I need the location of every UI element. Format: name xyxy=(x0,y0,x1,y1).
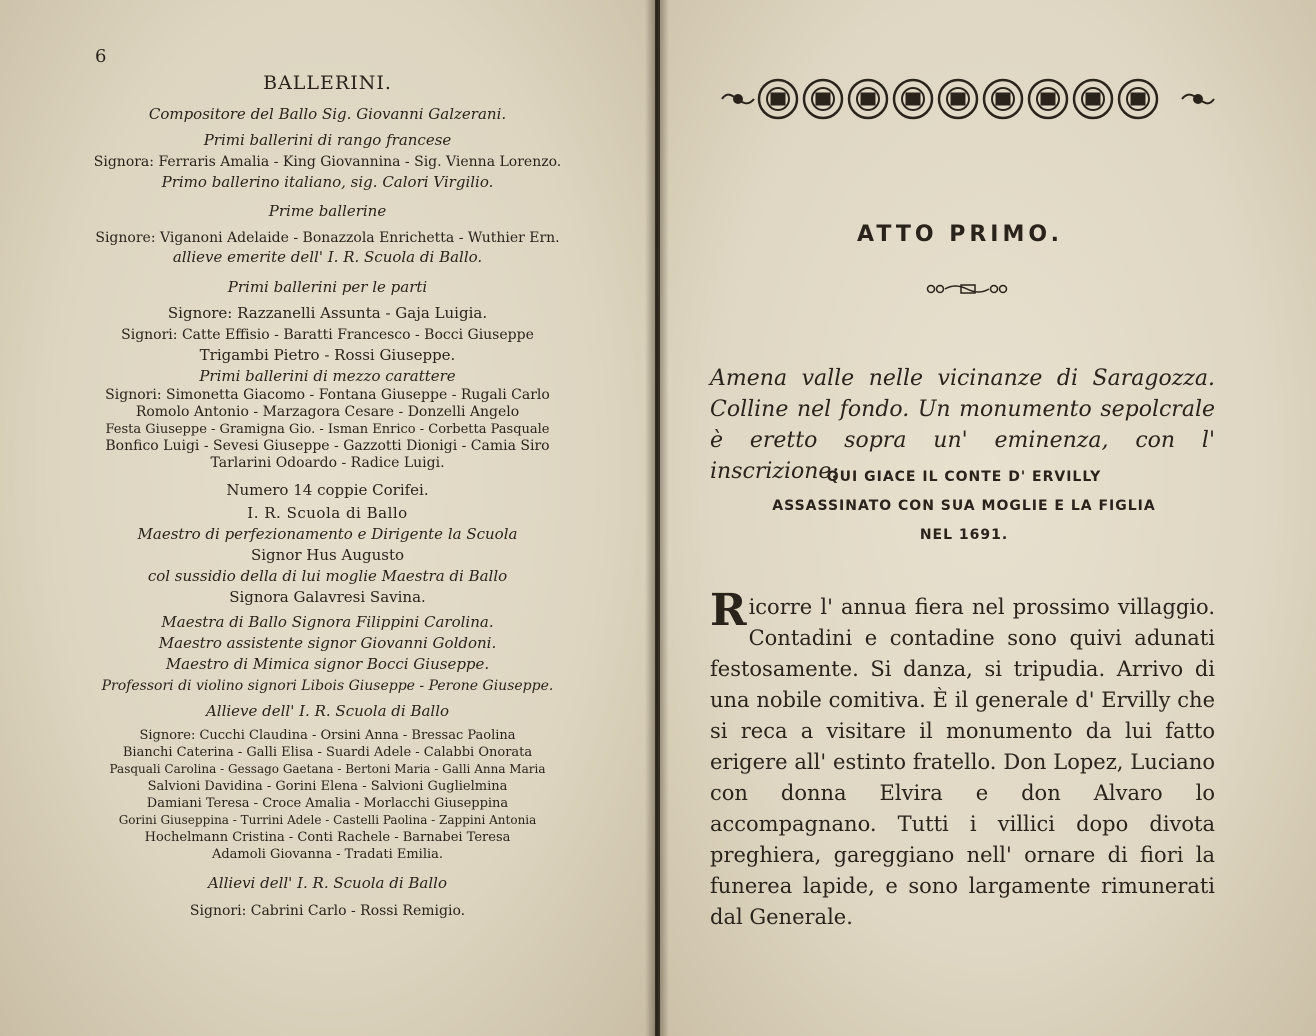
cast-line: Bonfico Luigi - Sevesi Giuseppe - Gazzotti Dionigi - Camia Siro xyxy=(105,438,550,454)
cast-line: Bianchi Caterina - Galli Elisa - Suardi Adele - Calabbi Onorata xyxy=(122,745,533,760)
cast-line: Signore: Razzanelli Assunta - Gaja Luigia. xyxy=(167,304,488,322)
cast-line: Pasquali Carolina - Gessago Gaetana - Bertoni Maria - Galli Anna Maria xyxy=(109,762,546,776)
scene-description: Amena valle nelle vicinanze di Saragozza. Colline nel fondo. Un monumento sepolcrale è eretto sopra un' eminenza, con l' inscrizione: xyxy=(710,366,1215,484)
cast-line: Romolo Antonio - Marzagora Cesare - Donzelli Angelo xyxy=(135,404,520,420)
cast-line: Professori di violino signori Libois Giuseppe - Perone Giuseppe. xyxy=(101,678,554,694)
cast-line: Maestro di perfezionamento e Dirigente la Scuola xyxy=(137,525,518,543)
cast-line: Signor Hus Augusto xyxy=(250,546,405,564)
cast-line: Trigambi Pietro - Rossi Giuseppe. xyxy=(199,346,456,364)
cast-line: Maestro di Mimica signor Bocci Giuseppe. xyxy=(165,655,490,673)
cast-line: Adamoli Giovanna - Tradati Emilia. xyxy=(211,847,444,862)
cast-line: Signora Galavresi Savina. xyxy=(229,588,426,606)
cast-line: Signore: Cucchi Claudina - Orsini Anna - Bressac Paolina xyxy=(139,728,516,743)
cast-line: Compositore del Ballo Sig. Giovanni Galzerani. xyxy=(148,105,507,123)
epitaph-line: ASSASSINATO CON SUA MOGLIE E LA FIGLIA xyxy=(772,498,1156,514)
page-number: 6 xyxy=(95,46,107,67)
epitaph-line: NEL 1691. xyxy=(919,527,1009,543)
cast-line: Numero 14 coppie Corifei. xyxy=(226,481,429,499)
act-body-paragraph: icorre l' annua fiera nel prossimo villaggio. Contadini e contadine sono quivi adunati festosamente. Si danza, si tripudia. Arrivo di una nobile comitiva. È il generale d' Ervilly che si reca a visitare il monumento da lui fatto erigere all' estinto fratello. Don Lopez, Luciano con donna Elvira e don Alvaro lo accompagnano. Tutti i villici dopo divota preghiera, gareggiano nell' ornare di fiori la funerea lapide, e sono largamente rimunerati dal Generale. xyxy=(710,595,1215,929)
cast-line: Signori: Catte Effisio - Baratti Francesco - Bocci Giuseppe xyxy=(121,327,534,343)
drop-cap: R xyxy=(710,585,747,636)
decorative-divider-ornament xyxy=(925,280,1009,298)
cast-heading: I. R. Scuola di Ballo xyxy=(247,504,408,522)
cast-line: col sussidio della di lui moglie Maestra di Ballo xyxy=(147,567,508,585)
cast-line: Maestro assistente signor Giovanni Goldoni. xyxy=(158,634,497,652)
book-gutter xyxy=(645,0,669,1036)
cast-line: Signore: Viganoni Adelaide - Bonazzola Enrichetta - Wuthier Ern. xyxy=(95,230,560,246)
cast-line: Damiani Teresa - Croce Amalia - Morlacchi Giuseppina xyxy=(146,796,509,811)
cast-line: Signori: Simonetta Giacomo - Fontana Giuseppe - Rugali Carlo xyxy=(105,387,550,403)
cast-line: Hochelmann Cristina - Conti Rachele - Barnabei Teresa xyxy=(144,830,511,845)
act-body-text xyxy=(710,585,1215,933)
cast-heading: Prime ballerine xyxy=(268,202,387,220)
cast-line: Signora: Ferraris Amalia - King Giovannina - Sig. Vienna Lorenzo. xyxy=(93,154,562,170)
cast-line: Festa Giuseppe - Gramigna Gio. - Isman Enrico - Corbetta Pasquale xyxy=(105,422,550,437)
cast-line: allieve emerite dell' I. R. Scuola di Ballo. xyxy=(172,248,483,266)
section-title: BALLERINI. xyxy=(263,72,392,94)
cast-line: Salvioni Davidina - Gorini Elena - Salvioni Guglielmina xyxy=(147,779,508,794)
cast-line: Signori: Cabrini Carlo - Rossi Remigio. xyxy=(189,903,466,919)
cast-line: Gorini Giuseppina - Turrini Adele - Castelli Paolina - Zappini Antonia xyxy=(118,813,537,827)
cast-heading: Primi ballerini di mezzo carattere xyxy=(199,367,456,385)
cast-line: Primo ballerino italiano, sig. Calori Virgilio. xyxy=(161,173,494,191)
cast-heading: Primi ballerini di rango francese xyxy=(203,131,452,149)
cast-heading: Allievi dell' I. R. Scuola di Ballo xyxy=(207,874,448,892)
cast-heading: Allieve dell' I. R. Scuola di Ballo xyxy=(205,702,450,720)
cast-line: Tarlarini Odoardo - Radice Luigi. xyxy=(210,455,445,471)
cast-line: Maestra di Ballo Signora Filippini Carolina. xyxy=(161,613,494,631)
act-title: ATTO PRIMO. xyxy=(857,222,1063,247)
decorative-header-ornament xyxy=(718,72,1218,126)
left-page xyxy=(0,0,655,1036)
epitaph-line: QUI GIACE IL CONTE D' ERVILLY xyxy=(826,469,1102,485)
cast-heading: Primi ballerini per le parti xyxy=(227,278,428,296)
